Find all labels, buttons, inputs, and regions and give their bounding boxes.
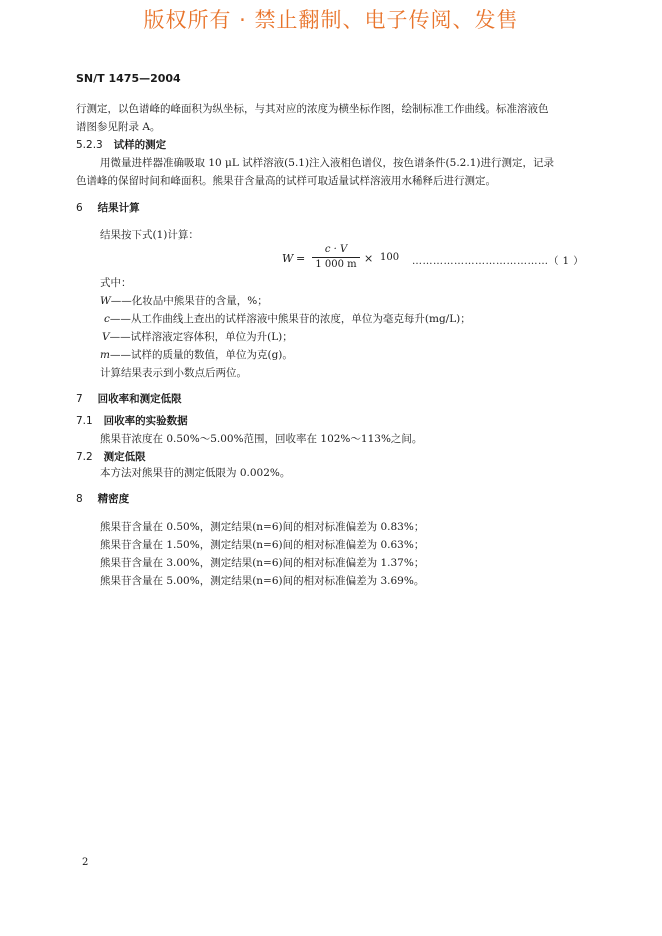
variable-definition [100, 348, 293, 362]
section-heading-7 [76, 392, 182, 406]
variable-symbol: m [100, 349, 110, 361]
section-title: 结果计算 [97, 202, 140, 214]
section-number: 5.2.3 [76, 139, 103, 151]
equation-reference: …………………………………（ 1 ） [412, 256, 584, 267]
section-number: 8 [76, 493, 83, 505]
paragraph-line: 行测定，以色谱峰的峰面积为纵坐标，与其对应的浓度为横坐标作图，绘制标准工作曲线。标准溶液色 [76, 103, 549, 115]
section-title: 回收率的实验数据 [103, 415, 188, 427]
variable-description: ——试样溶液定容体积，单位为升(L)； [109, 331, 293, 343]
formula-times: × [364, 252, 374, 265]
section-title: 测定低限 [103, 451, 146, 463]
formula-factor: 100 [380, 252, 400, 263]
standard-code: SN/T 1475—2004 [76, 72, 181, 85]
section-heading-8 [76, 492, 129, 506]
variable-symbol: V [102, 331, 110, 343]
fraction-bar [312, 257, 360, 258]
section-number: 7.2 [76, 451, 93, 463]
variable-symbol: W [100, 295, 111, 307]
paragraph-line: 用微量进样器准确吸取 10 μL 试样溶液(5.1)注入液相色谱仪，按色谱条件(5.2.1)进行测定，记录 [100, 157, 554, 169]
precision-line: 熊果苷含量在 3.00%，测定结果(n=6)间的相对标准偏差为 1.37%； [100, 557, 425, 569]
section-number: 7.1 [76, 415, 93, 427]
formula-lhs: W [282, 252, 294, 265]
precision-line: 熊果苷含量在 5.00%，测定结果(n=6)间的相对标准偏差为 3.69%。 [100, 575, 425, 587]
section-heading-7-1 [76, 414, 188, 428]
section-number: 6 [76, 202, 83, 214]
section-heading-7-2 [76, 450, 146, 464]
section-heading-6 [76, 201, 140, 215]
variable-description: ——化妆品中熊果苷的含量，%； [110, 295, 268, 307]
section-title: 精密度 [97, 493, 130, 505]
page-number: 2 [82, 857, 89, 868]
rounding-note: 计算结果表示到小数点后两位。 [100, 367, 247, 379]
watermark-banner: 版权所有 · 禁止翻制、电子传阅、发售 [143, 8, 519, 32]
formula-equals: = [296, 252, 306, 265]
variable-definition [104, 312, 471, 326]
paragraph-line: 色谱峰的保留时间和峰面积。熊果苷含量高的试样可取适量试样溶液用水稀释后进行测定。 [76, 175, 496, 187]
variable-definition [102, 330, 293, 344]
precision-line: 熊果苷含量在 1.50%，测定结果(n=6)间的相对标准偏差为 0.63%； [100, 539, 425, 551]
formula-intro: 结果按下式(1)计算： [100, 229, 199, 241]
variable-definition [100, 294, 268, 308]
paragraph-line: 本方法对熊果苷的测定低限为 0.002%。 [100, 467, 291, 479]
formula-fraction [312, 244, 360, 271]
variable-description: ——从工作曲线上查出的试样溶液中熊果苷的浓度，单位为毫克每升(mg/L)； [109, 313, 471, 325]
section-heading-5-2-3 [76, 138, 166, 152]
formula-numerator: c · V [324, 244, 348, 255]
section-title: 试样的测定 [113, 139, 167, 151]
precision-line: 熊果苷含量在 0.50%，测定结果(n=6)间的相对标准偏差为 0.83%； [100, 521, 425, 533]
section-title: 回收率和测定低限 [97, 393, 182, 405]
variable-description: ——试样的质量的数值，单位为克(g)。 [109, 349, 293, 361]
variable-symbol: c [104, 313, 110, 325]
formula-denominator: 1 000 m [315, 259, 357, 270]
where-label: 式中： [100, 277, 132, 289]
paragraph-line: 谱图参见附录 A。 [76, 121, 161, 133]
section-number: 7 [76, 393, 83, 405]
paragraph-line: 熊果苷浓度在 0.50%～5.00%范围，回收率在 102%～113%之间。 [100, 433, 423, 445]
